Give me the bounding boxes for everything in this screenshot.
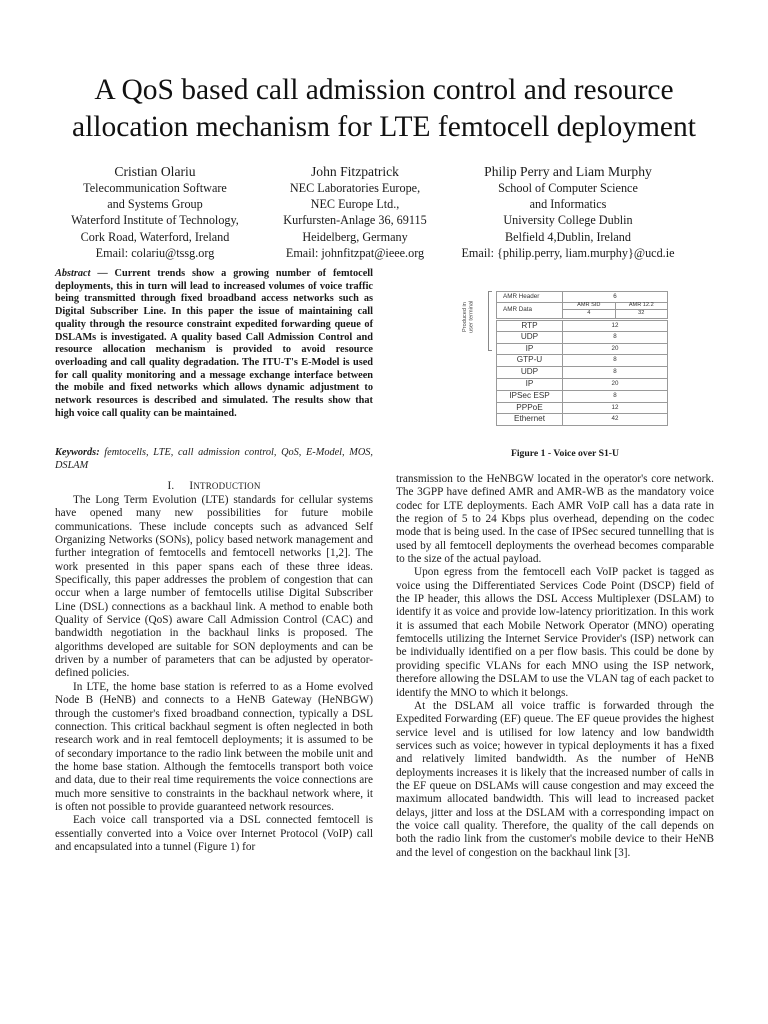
stack-row — [496, 320, 668, 332]
stack-row-value: 20 — [562, 379, 668, 391]
keywords-label: Keywords: — [55, 447, 100, 458]
stack-row-value: 8 — [562, 332, 668, 344]
stack-row — [496, 367, 668, 379]
stack-row — [496, 379, 668, 391]
stack-row — [496, 403, 668, 415]
author-name: Philip Perry and Liam Murphy — [484, 164, 652, 179]
author-affiliation-line: School of Computer Science — [498, 181, 638, 195]
author-affiliation-line: Cork Road, Waterford, Ireland — [80, 229, 230, 244]
stack-row-label: GTP-U — [496, 355, 562, 367]
body-paragraph: At the DSLAM all voice traffic is forwarded through the Expedited Forwarding (EF) queue. The EF queue provides the highest service level and is utilised for low latency and low bandwidth services such as voice; however in typical deployments it has a fixed and relatively limited bandwidth. As the number of HeNB deployments increases it is likely that the increased number of calls in the EF queue on DSLAMs will cause congestion and may exceed the maximum allocated bandwidth. This will lead to increased packet delays, jitter and loss at the DSLAM with a corresponding impact on the voice call quality. Therefore, the quality of the call depends on both the radio link from the customer's mobile device to their HeNB and the level of congestion on the backhaul link [3]. — [396, 699, 714, 859]
stack-row-label: AMR Header — [496, 291, 562, 303]
author-affiliation-line: Waterford Institute of Technology, — [71, 213, 239, 228]
keywords — [55, 447, 373, 472]
stack-row — [496, 344, 668, 356]
stack-row — [496, 355, 668, 367]
abstract-text: — Current trends show a growing number of femtocell deployments, this in turn will lead to increased volumes of voice traffic being transmitted through fixed broadband access networks such as Digital Subscriber Line. In this paper the issue of maintaining call quality through the resource constraint expedited forwarding queue of DSLAMs is investigated. A quality based Call Admission Control and resource allocation mechanism is provided to avoid resource overloading and call quality degradation. The ITU-T's E-Model is used for call quality monitoring and a message exchange interface between the mobile and fixed networks which allows dynamic adjustment to network resources is described and simulated. The results show that high voice call quality can be maintained. — [55, 268, 373, 419]
author-block-2 — [270, 163, 440, 261]
amr-mode-label: AMR SID — [563, 302, 615, 310]
stack-row-value: 8 — [562, 367, 668, 379]
paper-title — [20, 72, 748, 146]
title-line-1: A QoS based call admission control and resource — [94, 74, 674, 106]
author-affiliation-line: Belfield 4,Dublin, Ireland — [505, 229, 631, 244]
section-heading-introduction — [55, 480, 373, 493]
author-email: Email: {philip.perry, liam.murphy}@ucd.ie — [461, 245, 675, 260]
left-column-body — [55, 494, 373, 854]
stack-row-label: UDP — [496, 367, 562, 379]
body-paragraph: Upon egress from the femtocell each VoIP packet is tagged as voice using the Differentiated Services Code Point (DSCP) field of the IP header, this allows the DSL Access Multiplexer (DSLAM) to identify it as voice and provide low-latency prioritization. In this work it is assumed that each Mobile Network Operator (MNO) operating femtocells utilizing the Internet Service Provider's (ISP) network can be individually identified on a per flow basis. This could be done by providing specific VLANs for each MNO using the ISP network, therefore allowing the DSLAM to use the VLAN tag of each packet to identify the MNO to which it belongs. — [396, 566, 714, 699]
stack-row-value: 8 — [562, 355, 668, 367]
author-affiliation-line: NEC Europe Ltd., — [310, 197, 400, 212]
stack-row — [496, 391, 668, 403]
amr-mode-value: 32 — [638, 310, 645, 317]
author-affiliation-line: Heidelberg, Germany — [302, 229, 408, 244]
stack-row-value: 42 — [562, 414, 668, 426]
abstract — [55, 268, 373, 420]
stack-row — [496, 414, 668, 426]
body-paragraph: The Long Term Evolution (LTE) standards for cellular systems have opened many new possibilities for future mobile communications. These include concepts such as advanced Self Organizing Networks (SONs), policy based network management and further integration of femtocells and femtocell networks [1,2]. The work presented in this paper spans each of these three ideas. Specifically, this paper addresses the problem of congestion that can occur when a large number of femtocells utilise Digital Subscriber Line (DSL) connections as a backhaul link. A method to enable both Quality of Service (QoS) aware Call Admission Control (CAC) and bandwidth negotiation in the backhaul links is proposed. The algorithms developed are suitable for SON deployments and can be driven by a number of parameters that can be adjusted by operator-defined policies. — [55, 494, 373, 680]
stack-row-label: IP — [496, 344, 562, 356]
stack-row — [496, 332, 668, 344]
stack-row-label: AMR Data — [496, 302, 562, 319]
author-affiliation-line: and Informatics — [529, 197, 607, 212]
stack-row-label: UDP — [496, 332, 562, 344]
author-affiliation-line: and Systems Group — [107, 197, 203, 212]
amr-mode-label: AMR 12.2 — [616, 302, 668, 310]
stack-row-value: 6 — [562, 291, 668, 303]
section-number: I. — [167, 480, 175, 492]
figure-1-protocol-stack — [462, 289, 666, 439]
author-email: Email: colariu@tssg.org — [95, 245, 215, 260]
author-affiliation-line: Kurfursten-Anlage 36, 69115 — [283, 213, 427, 228]
author-affiliation-line: Telecommunication Software — [83, 181, 227, 195]
author-block-3 — [452, 163, 684, 261]
body-paragraph: In LTE, the home base station is referred to as a Home evolved Node B (HeNB) and connects to a HeNB Gateway (HeNBGW) through the customer's fixed broadband connection, typically a DSL connection. This critical backhaul segment is often neglected in both research work and in real femtocell deployments; it is assumed to be of secondary importance to the radio link between the mobile unit and the home base station. Although the femtocells transport both voice and data, due to their real time requirements the voice connections are much more sensitive to constraints in the backhaul network where, it is often not possible to provide guaranteed network resources. — [55, 680, 373, 813]
stack-row-value: 20 — [562, 344, 668, 356]
author-name: John Fitzpatrick — [311, 164, 399, 179]
author-email: Email: johnfitzpat@ieee.org — [285, 245, 425, 260]
figure-caption: Figure 1 - Voice over S1-U — [510, 448, 620, 459]
stack-row-label: RTP — [496, 320, 562, 332]
body-paragraph: transmission to the HeNBGW located in the operator's core network. The 3GPP have defined AMR and AMR-WB as the mandatory voice codec for LTE deployments. Each AMR VoIP call has a data rate in the region of 5 to 24 Kbps plus overhead, depending on the codec mode that is being used. In the case of IPSec secured tunnelling that is used by all femtocell deployments the overhead becomes comparable to the size of the actual payload. — [396, 473, 714, 566]
author-affiliation-line: University College Dublin — [503, 213, 633, 228]
section-title-initial: I — [189, 480, 194, 492]
abstract-label: Abstract — [55, 268, 91, 279]
stack-row-label: Ethernet — [496, 414, 562, 426]
stack-row-value: 12 — [562, 403, 668, 415]
stack-row-amr-data — [496, 302, 668, 319]
author-affiliation-line: NEC Laboratories Europe, — [289, 181, 421, 195]
author-name: Cristian Olariu — [114, 164, 196, 179]
right-column-body — [396, 473, 714, 860]
stack-row-value: 12 — [562, 320, 668, 332]
stack-row-label: PPPoE — [496, 403, 562, 415]
produced-in-terminal-label: Produced in user terminal — [462, 300, 475, 334]
stack-row-label: IPSec ESP — [496, 391, 562, 403]
stack-row-label: IP — [496, 379, 562, 391]
author-block-1 — [60, 163, 250, 261]
title-line-2: allocation mechanism for LTE femtocell deployment — [72, 111, 696, 143]
keywords-text: femtocells, LTE, call admission control, QoS, E-Model, MOS, DSLAM — [55, 447, 373, 471]
stack-row-value: 8 — [562, 391, 668, 403]
amr-mode-value: 4 — [587, 310, 591, 317]
body-paragraph: Each voice call transported via a DSL connected femtocell is essentially converted into a Voice over Internet Protocol (VoIP) call and encapsulated into a tunnel (Figure 1) for — [55, 814, 373, 853]
section-title-rest: NTRODUCTION — [193, 481, 261, 491]
